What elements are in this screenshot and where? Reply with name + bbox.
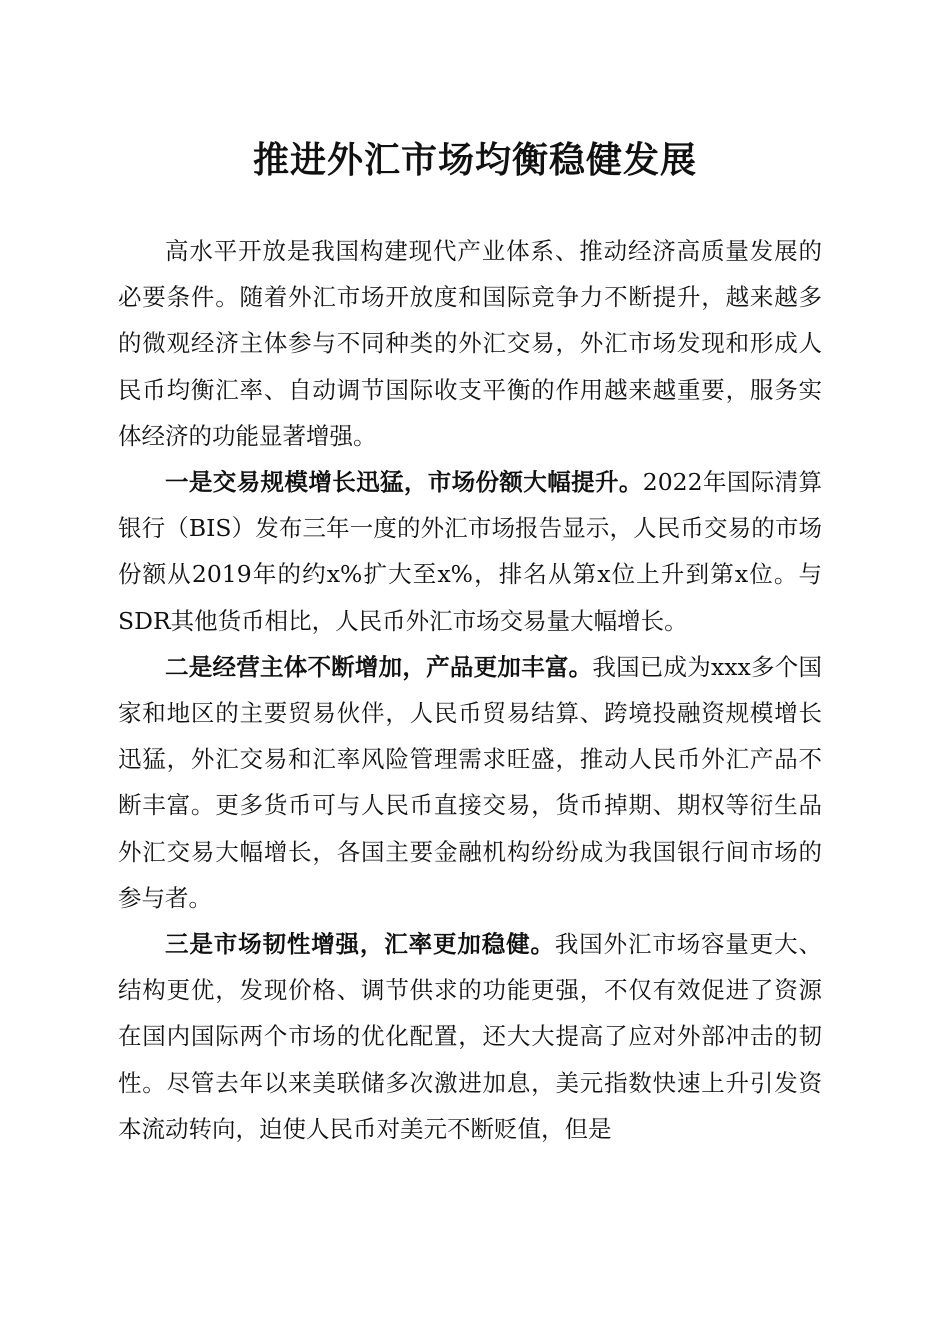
paragraph-text: 我国外汇市场容量更大、结构更优，发现价格、调节供求的功能更强，不仅有效促进了资源在国内国际两个市场的优化配置，还大大提高了应对外部冲击的韧性。尽管去年以来美联储多次激进加息，美元指数快速上升引发资本流动转向，迫使人民币对美元不断贬值，但是 [118, 930, 823, 1143]
paragraph-point-2 [118, 644, 822, 921]
paragraph-lead: 二是经营主体不断增加，产品更加丰富。 [165, 652, 593, 681]
paragraph-text: 2022年国际清算银行（BIS）发布三年一度的外汇市场报告显示，人民币交易的市场份额从2019年的约x%扩大至x%，排名从第x位上升到第x位。与SDR其他货币相比，人民币外汇市场交易量大幅增长。 [118, 468, 822, 635]
paragraph-lead: 三是市场韧性增强，汇率更加稳健。 [165, 930, 555, 959]
paragraph-lead: 一是交易规模增长迅猛，市场份额大幅提升。 [165, 468, 643, 497]
document-body [118, 228, 822, 1152]
paragraph-text: 我国已成为xxx多个国家和地区的主要贸易伙伴，人民币贸易结算、跨境投融资规模增长迅猛，外汇交易和汇率风险管理需求旺盛，推动人民币外汇产品不断丰富。更多货币可与人民币直接交易，货币掉期、期权等衍生品外汇交易大幅增长，各国主要金融机构纷纷成为我国银行间市场的参与者。 [118, 652, 823, 912]
document-title: 推进外汇市场均衡稳健发展 [252, 139, 697, 181]
paragraph-intro [118, 228, 822, 459]
paragraph-point-3 [118, 921, 822, 1152]
paragraph-point-1 [118, 459, 822, 644]
paragraph-text: 高水平开放是我国构建现代产业体系、推动经济高质量发展的必要条件。随着外汇市场开放度和国际竞争力不断提升，越来越多的微观经济主体参与不同种类的外汇交易，外汇市场发现和形成人民币均衡汇率、自动调节国际收支平衡的作用越来越重要，服务实体经济的功能显著增强。 [118, 237, 822, 450]
